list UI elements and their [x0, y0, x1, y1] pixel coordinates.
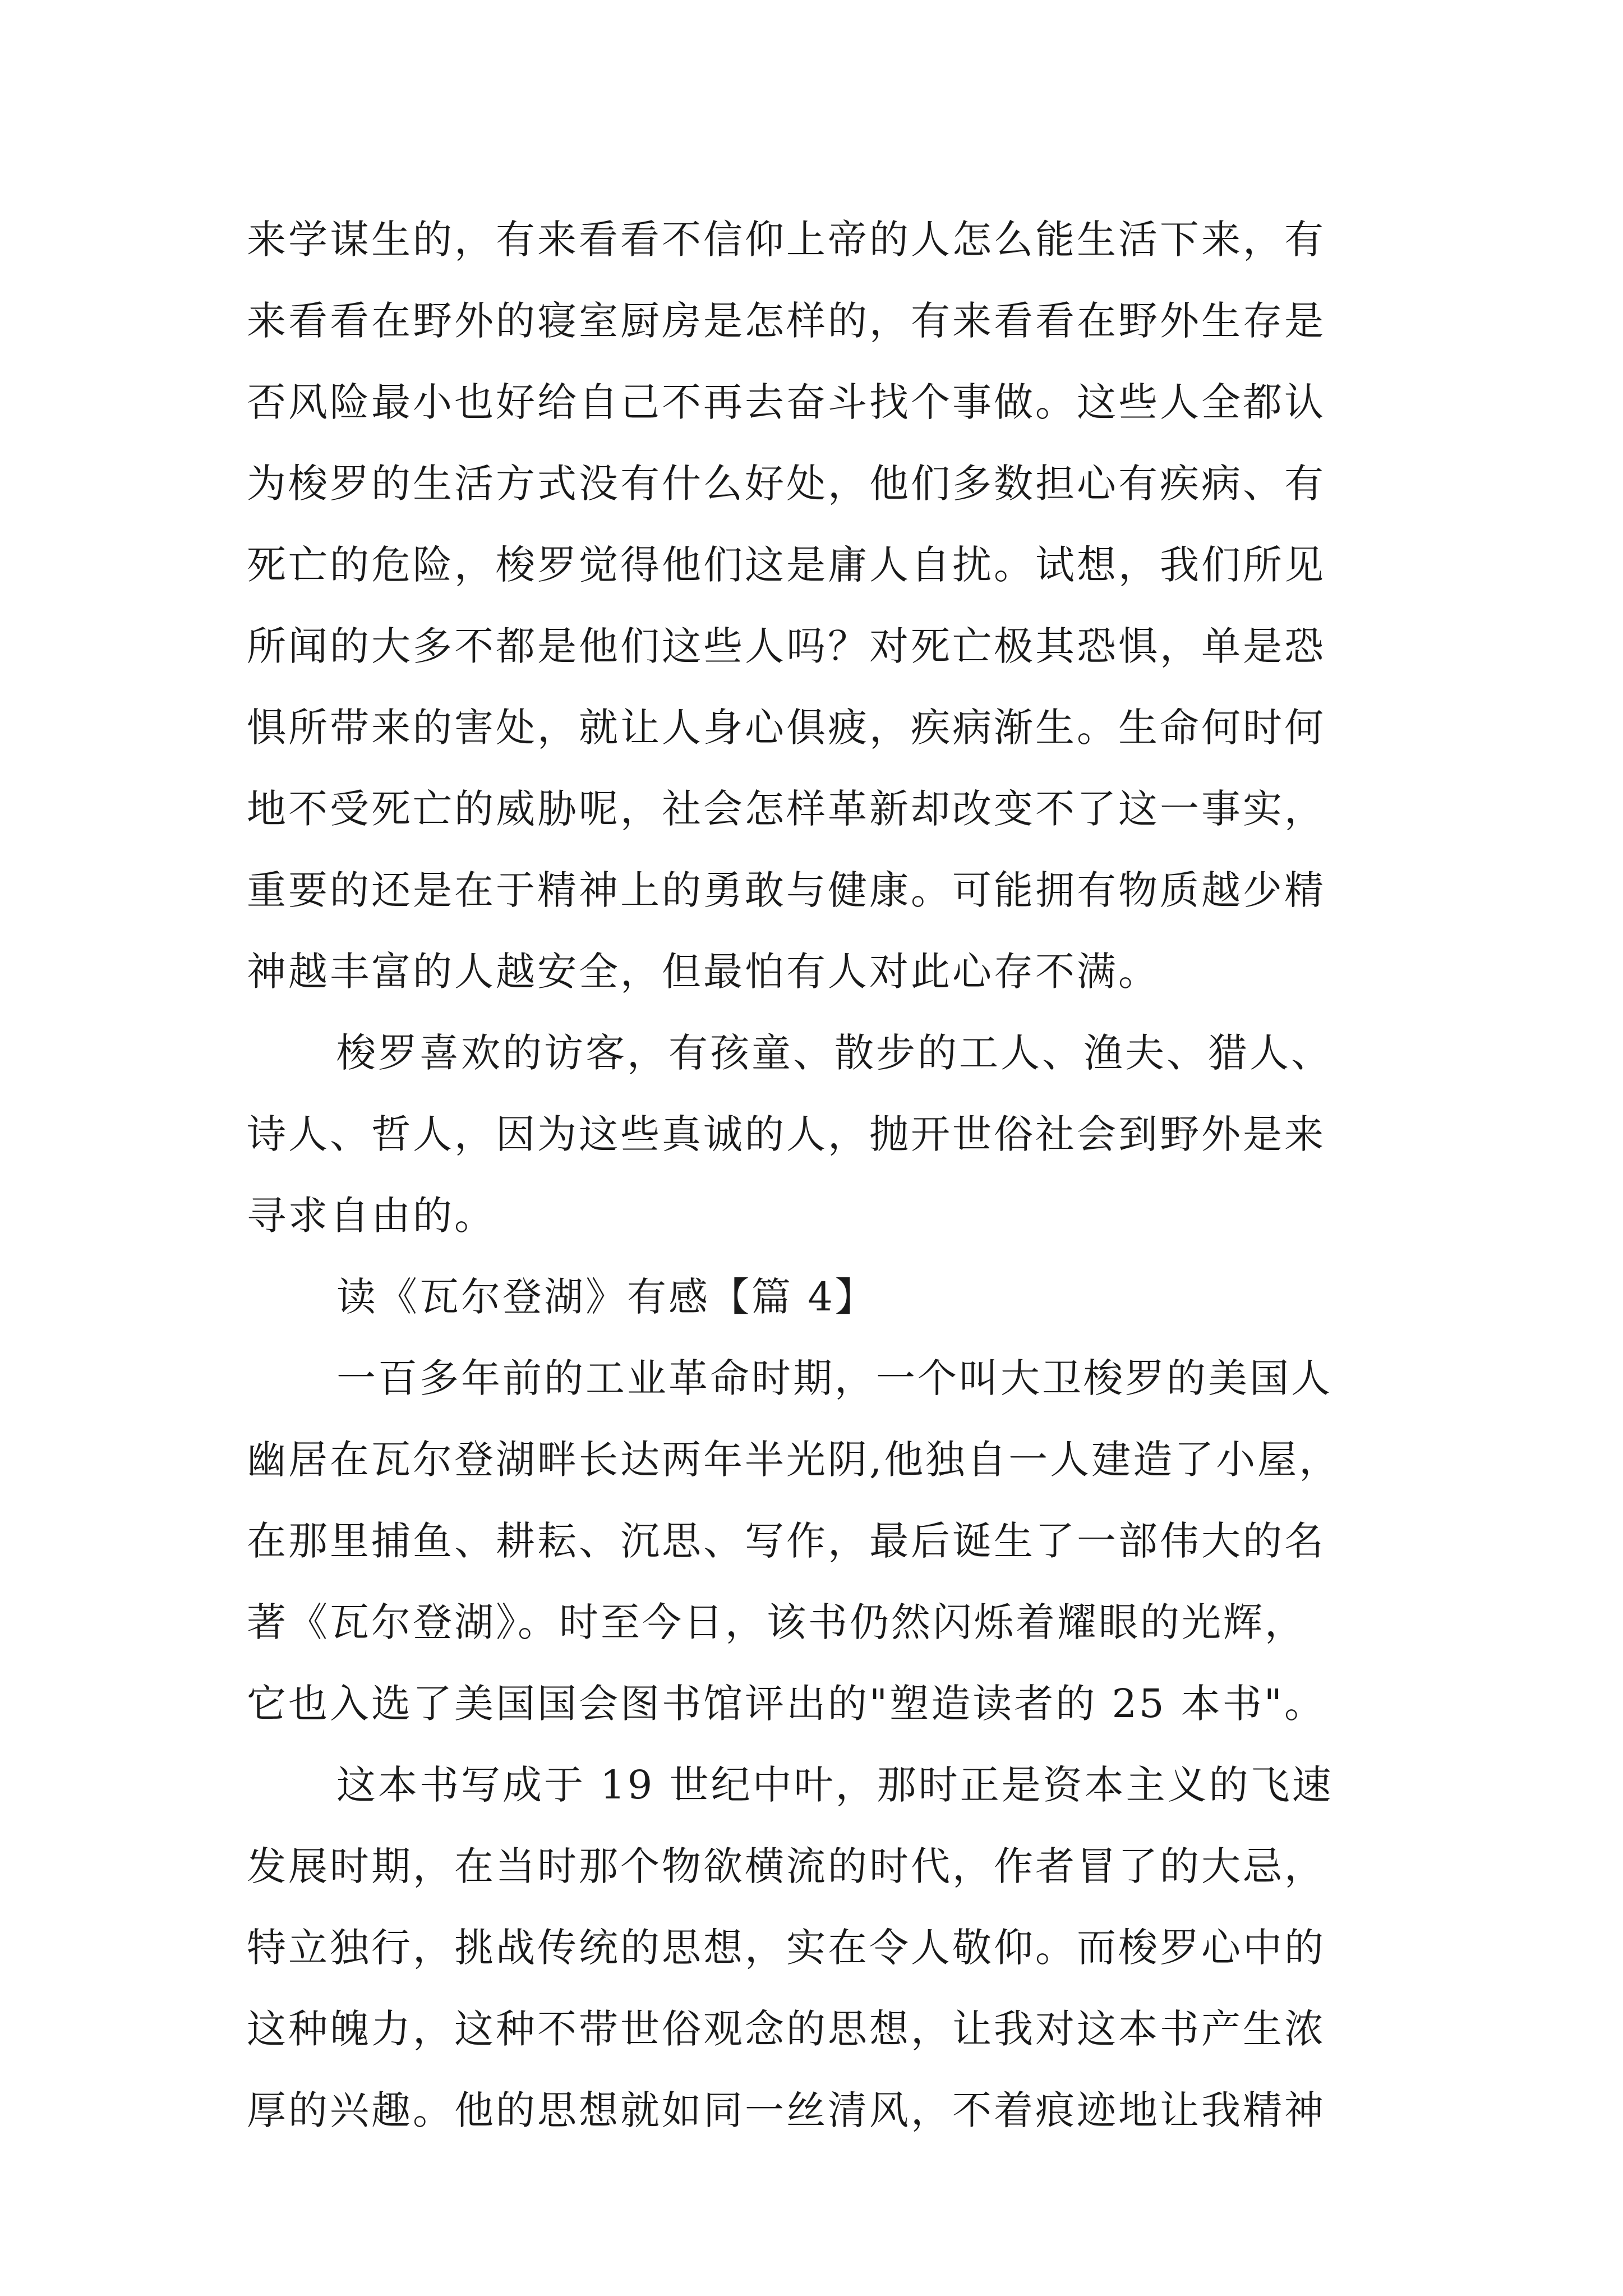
text-line: 它也入选了美国国会图书馆评出的"塑造读者的 25 本书"。 [247, 1681, 1326, 1727]
text-line: 著《瓦尔登湖》。时至今日，该书仍然闪烁着耀眼的光辉， [247, 1599, 1306, 1645]
text-line: 来看看在野外的寝室厨房是怎样的，有来看看在野外生存是 [247, 298, 1326, 344]
text-line: 惧所带来的害处，就让人身心俱疲，疾病渐生。生命何时何 [247, 705, 1326, 751]
text-line: 厚的兴趣。他的思想就如同一丝清风，不着痕迹地让我精神 [247, 2087, 1326, 2133]
section-heading: 读《瓦尔登湖》有感【篇 4】 [336, 1274, 877, 1320]
text-line: 发展时期，在当时那个物欲横流的时代，作者冒了的大忌， [247, 1843, 1326, 1889]
text-line: 地不受死亡的威胁呢，社会怎样革新却改变不了这一事实， [247, 786, 1326, 832]
paragraph-start-line: 这本书写成于 19 世纪中叶，那时正是资本主义的飞速 [336, 1762, 1334, 1808]
text-line: 在那里捕鱼、耕耘、沉思、写作，最后诞生了一部伟大的名 [247, 1518, 1326, 1564]
text-line: 幽居在瓦尔登湖畔长达两年半光阴,他独自一人建造了小屋， [247, 1437, 1341, 1483]
text-line: 为梭罗的生活方式没有什么好处，他们多数担心有疾病、有 [247, 461, 1326, 507]
text-line: 诗人、哲人，因为这些真诚的人，抛开世俗社会到野外是来 [247, 1111, 1326, 1157]
text-line: 所闻的大多不都是他们这些人吗？对死亡极其恐惧，单是恐 [247, 623, 1326, 669]
body-text [247, 199, 1391, 2151]
text-line: 寻求自由的。 [247, 1193, 496, 1239]
paragraph-start-line: 一百多年前的工业革命时期，一个叫大卫梭罗的美国人 [336, 1355, 1332, 1401]
text-line: 这种魄力，这种不带世俗观念的思想，让我对这本书产生浓 [247, 2006, 1326, 2052]
paragraph-start-line: 梭罗喜欢的访客，有孩童、散步的工人、渔夫、猎人、 [336, 1030, 1332, 1076]
text-line: 来学谋生的，有来看看不信仰上帝的人怎么能生活下来，有 [247, 217, 1326, 263]
text-line: 死亡的危险，梭罗觉得他们这是庸人自扰。试想，我们所见 [247, 542, 1326, 588]
text-line: 特立独行，挑战传统的思想，实在令人敬仰。而梭罗心中的 [247, 1925, 1326, 1971]
text-line: 重要的还是在于精神上的勇敢与健康。可能拥有物质越少精 [247, 867, 1326, 913]
text-line: 否风险最小也好给自己不再去奋斗找个事做。这些人全都认 [247, 379, 1326, 425]
text-line: 神越丰富的人越安全，但最怕有人对此心存不满。 [247, 949, 1160, 995]
